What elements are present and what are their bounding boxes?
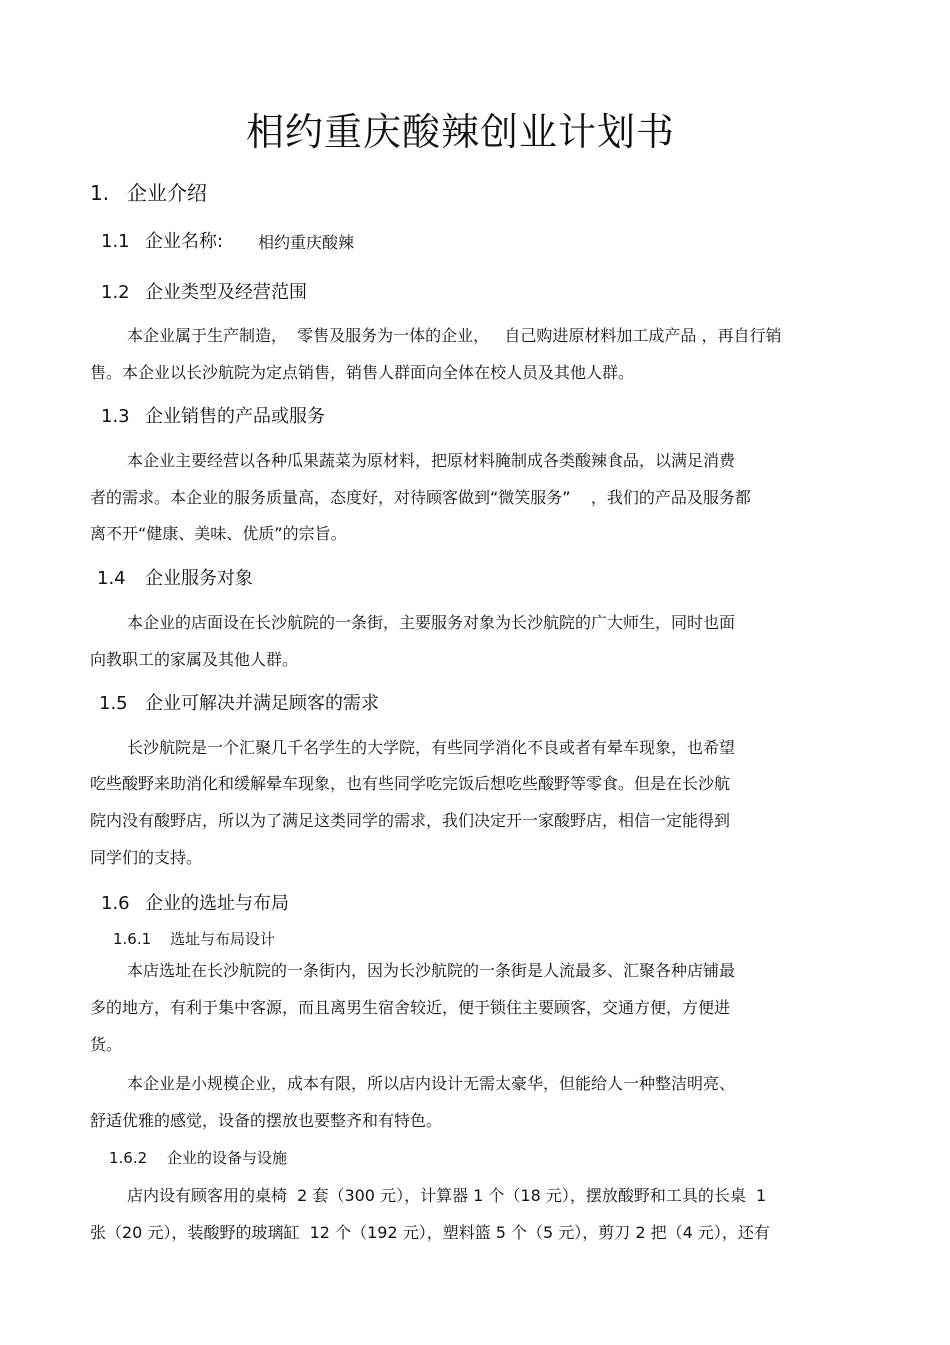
paragraph-line: 多的地方，有利于集中客源，而且离男生宿舍较近，便于锁住主要顾客，交通方便，方便进 — [90, 998, 731, 1017]
section-1-4-number: 1.4 — [97, 568, 126, 589]
paragraph-line: 者的需求。本企业的服务质量高，态度好，对待顾客做到“微笑服务” ，我们的产品及服务都 — [90, 488, 751, 507]
paragraph-line: 离不开“健康、美味、优质”的宗旨。 — [90, 524, 347, 543]
section-1-6-1-heading: 选址与布局设计 — [170, 930, 276, 948]
paragraph-line: 售。本企业以长沙航院为定点销售，销售人群面向全体在校人员及其他人群。 — [90, 363, 635, 382]
section-1-5-number: 1.5 — [99, 693, 128, 714]
section-1-2-number: 1.2 — [101, 282, 130, 303]
paragraph-line: 本店选址在长沙航院的一条街内，因为长沙航院的一条街是人流最多、汇聚各种店铺最 — [127, 961, 736, 980]
section-1-1-heading: 企业名称: — [145, 231, 224, 252]
section-1-heading: 企业介绍 — [127, 181, 207, 205]
paragraph-line: 本企业的店面设在长沙航院的一条街，主要服务对象为长沙航院的广大师生，同时也面 — [127, 613, 736, 632]
section-1-6-1-number: 1.6.1 — [113, 930, 152, 948]
section-1-5-heading: 企业可解决并满足顾客的需求 — [145, 693, 379, 714]
page-title: 相约重庆酸辣创业计划书 — [246, 110, 676, 154]
paragraph-line: 本企业属于生产制造， 零售及服务为一体的企业， 自己购进原材料加工成产品 ，再自行销 — [127, 326, 782, 345]
paragraph-line: 吃些酸野来助消化和缓解晕车现象，也有些同学吃完饭后想吃些酸野等零食。但是在长沙航 — [90, 774, 731, 793]
paragraph-line: 同学们的支持。 — [90, 848, 203, 867]
section-1-3-heading: 企业销售的产品或服务 — [145, 406, 325, 427]
paragraph-line: 舒适优雅的感觉，设备的摆放也要整齐和有特色。 — [90, 1111, 443, 1130]
paragraph-line: 长沙航院是一个汇聚几千名学生的大学院，有些同学消化不良或者有晕车现象，也希望 — [127, 738, 736, 757]
section-1-6-2-heading: 企业的设备与设施 — [167, 1149, 288, 1167]
paragraph-line: 本企业主要经营以各种瓜果蔬菜为原材料，把原材料腌制成各类酸辣食品，以满足消费 — [127, 451, 736, 470]
paragraph-line: 院内没有酸野店，所以为了满足这类同学的需求，我们决定开一家酸野店，相信一定能得到 — [90, 811, 731, 830]
section-1-6-2-number: 1.6.2 — [109, 1149, 148, 1167]
paragraph-line: 店内设有顾客用的桌椅 2 套（300 元），计算器 1 个（18 元），摆放酸野和工具的长桌 1 — [127, 1186, 767, 1205]
section-1-number: 1. — [90, 181, 110, 205]
section-1-1-number: 1.1 — [101, 231, 130, 252]
paragraph-line: 货。 — [90, 1035, 123, 1054]
section-1-2-heading: 企业类型及经营范围 — [145, 282, 307, 303]
paragraph-line: 张（20 元），装酸野的玻璃缸 12 个（192 元），塑料篮 5 个（5 元），剪刀 2 把（4 元），还有 — [90, 1223, 770, 1242]
paragraph-line: 本企业是小规模企业，成本有限，所以店内设计无需太豪华，但能给人一种整洁明亮、 — [127, 1074, 736, 1093]
section-1-6-number: 1.6 — [101, 893, 130, 914]
paragraph-line: 向教职工的家属及其他人群。 — [90, 650, 299, 669]
section-1-6-heading: 企业的选址与布局 — [145, 893, 289, 914]
company-name-value: 相约重庆酸辣 — [258, 233, 355, 252]
section-1-4-heading: 企业服务对象 — [145, 568, 253, 589]
section-1-3-number: 1.3 — [101, 406, 130, 427]
